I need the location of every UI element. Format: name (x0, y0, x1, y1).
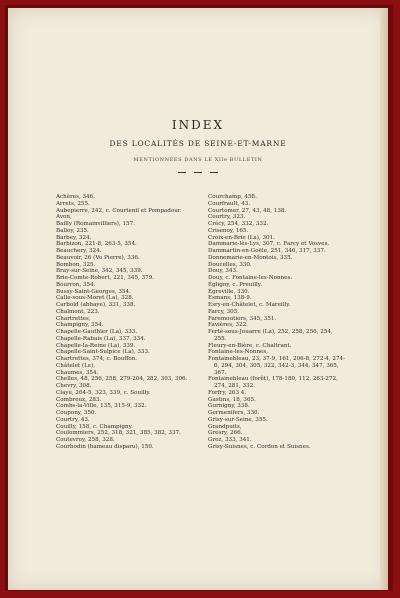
page-subtitle: DES LOCALITÉS DE SEINE-ET-MARNE (109, 139, 287, 148)
index-entry: Gastins, 18, 365. (208, 396, 256, 403)
index-column-right (208, 194, 346, 451)
index-entry: Brie-Comte-Robert, 221, 345, 379. (56, 275, 155, 281)
index-entry: Donnemarie-en-Montois, 335. (208, 254, 293, 261)
index-entry: Fontaine-les-Nonnes, (208, 349, 269, 356)
index-entry: Fontainebleau (forêt), 178-180, 112, 263-272, 274, 281, 332. (208, 376, 338, 389)
separator-dash (178, 172, 186, 173)
index-entry: Crisenoy, 165. (208, 227, 249, 234)
page-edge (380, 8, 388, 590)
index-entry: Aubepierre, 242, c. Courtenil et Pompadour. (56, 207, 182, 214)
index-entry: Esry-en-Châtelet, c. Mareilly. (208, 302, 291, 308)
index-entry: Grandpuits, (208, 423, 242, 430)
index-entry: Fontainebleau, 23, 37-9, 161, 206-8, 272-4, 274-6, 294, 304, 305, 322, 342-3, 344, 347, 365, 367. (208, 356, 345, 376)
index-entry: Coulommiers, 252, 318, 321, 385, 382, 337. (56, 430, 181, 437)
index-entry: Courfrault, 43. (208, 200, 251, 207)
index-entry: Chapelle-Rabais (La), 337, 334. (56, 335, 146, 342)
index-entry: Combreux, 283. (56, 396, 102, 403)
index-entry: Balloy, 235. (56, 227, 89, 234)
index-entry: Faremoutiers, 345, 351. (208, 315, 277, 322)
index-entry: Fleury-en-Bière, c. Chaltrant. (208, 342, 292, 349)
index-entry: Douy, c. Fontaine-les-Nonnes. (208, 275, 293, 281)
page-note: MENTIONNÉES DANS LE XIIe BULLETIN (133, 157, 263, 163)
index-entry: Grisy-Suisnes, c. Cordon et Suisnes. (208, 443, 311, 450)
index-entry: Barbizon, 221-8, 263-5, 354. (56, 241, 137, 248)
index-entry: Carbold (abbaye), 331, 338. (56, 302, 136, 308)
index-entry: Coutevroy, 258, 328. (56, 437, 115, 443)
index-entry: Chapelle-Saint-Sulpice (La), 333. (56, 349, 150, 356)
index-entry: Champigny, 354. (56, 322, 104, 329)
index-entry: Ferté-sous-Jouarre (La), 252, 258, 256, 254, 255. (208, 329, 333, 342)
index-entry: Chevry, 308. (56, 383, 92, 389)
index-entry: Farcy, 305. (208, 308, 240, 315)
index-entry: Coupony, 350. (56, 410, 97, 416)
index-column-left (56, 194, 194, 451)
index-entry: Bussy-Saint-Georges, 354. (56, 288, 131, 295)
index-entry: Germenifers, 330. (208, 410, 260, 416)
index-entry: Égligny, c. Preuilly. (208, 281, 262, 288)
separator-dash (210, 172, 218, 173)
index-entry: Croix-en-Brie (La), 301. (208, 234, 275, 241)
index-entry: Douy, 343. (208, 268, 238, 275)
index-entry: Grez, 333, 341. (208, 437, 252, 443)
index-entry: Dammarie-lès-Lys, 307, c. Farcy et Vosves. (208, 241, 330, 248)
index-entry: Courtry, 43. (56, 416, 90, 423)
separator-dash (194, 172, 202, 173)
index-entry: Combs-la-Ville, 135, 315-9, 332. (56, 403, 147, 410)
index-entry: Calle-sous-Moret (La), 328. (56, 295, 134, 302)
index-entry: Bray-sur-Seine, 342, 345, 339. (56, 268, 143, 275)
book-page (8, 8, 388, 590)
index-entry: Arrets, 255. (56, 200, 90, 207)
index-entry: Courtry, 323. (208, 214, 246, 221)
index-entry: Chartrettes, 374, c. Bouffon. (56, 356, 138, 362)
index-entry: Esmans, 138-9. (208, 295, 252, 302)
index-entry: Courbodin (hameau disparu), 150. (56, 443, 154, 450)
index-entry: Dammartin-en-Goële, 251, 346, 317, 337. (208, 248, 326, 254)
index-entry: Avon, (56, 214, 72, 221)
index-entry: Bailly (Romainvilliers), 157. (56, 221, 135, 227)
index-entry: Gresry, 266. (208, 430, 243, 437)
index-entry: Égreville, 330. (208, 288, 250, 295)
index-entry: Achères, 346. (56, 194, 95, 200)
index-entry: Claye, 264-5, 323, 339, c. Souilly. (56, 389, 151, 396)
index-entry: Couilly, 158, c. Champigny. (56, 423, 133, 430)
index-entry: Gurnigny, 338. (208, 403, 250, 410)
index-entry: Grisy-sur-Seine, 355. (208, 416, 268, 423)
index-entry: Doucelles, 330. (208, 261, 252, 268)
index-entry: Barbey, 324. (56, 234, 92, 241)
index-entry: Courchamp, 458. (208, 194, 257, 200)
index-entry: Favières, 322. (208, 322, 248, 329)
index-entry: Courtomer, 27, 43, 48, 138. (208, 207, 287, 214)
index-entry: Chalmont, 223. (56, 308, 100, 315)
index-entry: Beauchery, 324. (56, 248, 102, 254)
page-title: INDEX (171, 118, 225, 132)
index-entry: Bourron, 354. (56, 281, 96, 288)
index-entry: Crécy, 254, 332, 332. (208, 221, 269, 227)
index-entry: Châtelet (Le), (56, 362, 96, 369)
index-entry: Forfry, 263 4. (208, 389, 247, 396)
index-entry: Chelles, 48, 256, 258, 279-204, 282, 303, 306. (56, 376, 188, 383)
index-entry: Beauvoir, 26 (Vo Pierre), 336. (56, 254, 140, 261)
index-entry: Bombon, 325. (56, 261, 96, 268)
index-entry: Chapelle-Gauthier (La), 333. (56, 329, 138, 335)
index-entry: Chapelle-la-Reine (La), 339. (56, 342, 136, 349)
index-entry: Chartrettes, (56, 315, 91, 322)
index-entry: Chaumes, 354. (56, 369, 99, 376)
